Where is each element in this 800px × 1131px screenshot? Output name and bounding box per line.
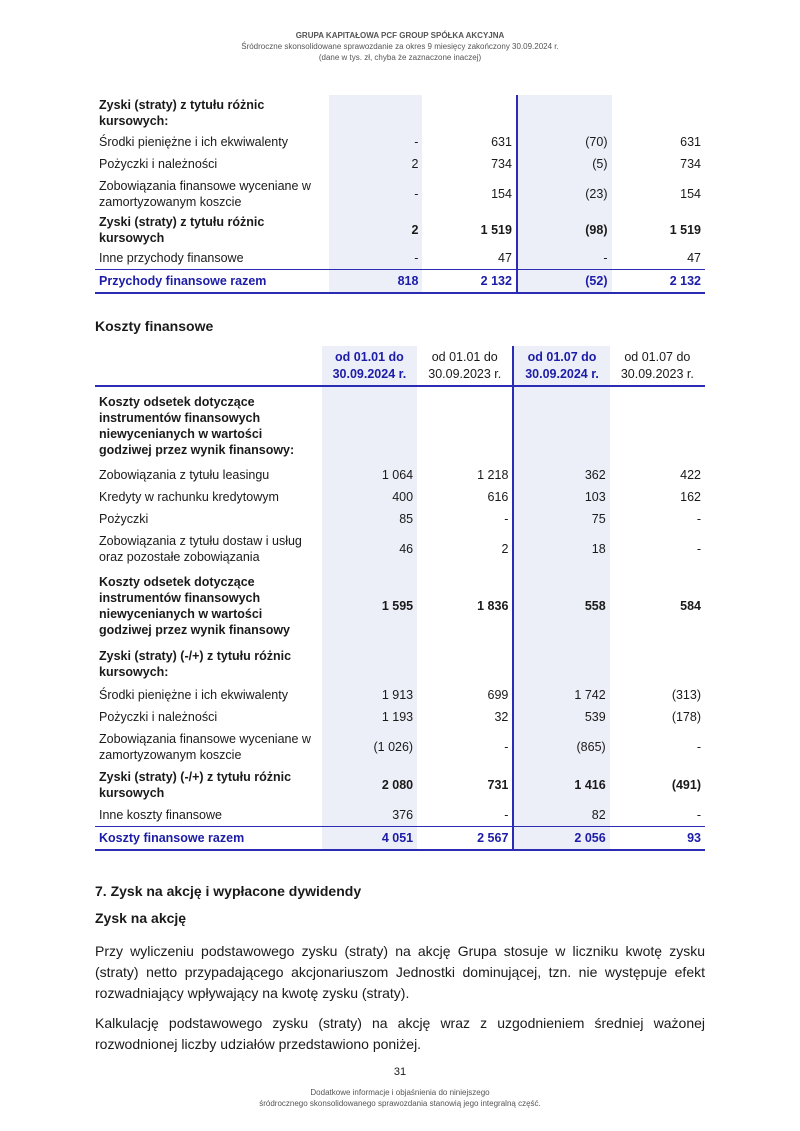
total-value: 93 bbox=[610, 826, 705, 850]
cell-value: - bbox=[504, 807, 509, 822]
header-empty-cell bbox=[95, 346, 322, 386]
paragraph-eps-calculation: Kalkulację podstawowego zysku (straty) na akcję wraz z uzgodnieniem średniej ważonej rozwodnionej liczby udziałów przedstawiono poniżej. bbox=[95, 1015, 705, 1052]
table-row bbox=[95, 153, 705, 175]
total-row bbox=[95, 269, 705, 293]
cell-value: 1 519 bbox=[480, 223, 512, 237]
cell-value: 362 bbox=[513, 464, 609, 486]
table-row bbox=[95, 95, 705, 131]
row-label: Środki pieniężne i ich ekwiwalenty bbox=[99, 135, 288, 149]
footer-line: śródrocznego skonsolidowanego sprawozdania stanowią jego integralną część. bbox=[259, 1099, 541, 1108]
cell-value: - bbox=[504, 740, 509, 754]
page-footer bbox=[0, 1087, 800, 1109]
cell-value bbox=[513, 644, 609, 684]
cell-value: (865) bbox=[513, 728, 609, 766]
cell-value bbox=[610, 644, 705, 684]
cell-value: (1 026) bbox=[322, 728, 417, 766]
table-row bbox=[95, 804, 705, 826]
row-label: Zyski (straty) z tytułu różnic kursowych: bbox=[99, 98, 265, 128]
cell-value: (5) bbox=[517, 153, 612, 175]
paragraph-eps-method: Przy wyliczeniu podstawowego zysku (straty) na akcję Grupa stosuje w liczniku kwotę zysku (straty) netto przypadającego akcjonariuszom Jednostki dominującej, tzn. nie występuje efekt rozwadniający wpływający na kwotę zysku (straty). bbox=[95, 943, 705, 1001]
table-row bbox=[95, 247, 705, 269]
cell-value: - bbox=[329, 247, 422, 269]
row-label: Zyski (straty) (-/+) z tytułu różnic kursowych: bbox=[99, 649, 292, 679]
cell-value: 1 742 bbox=[513, 684, 609, 706]
table-row bbox=[95, 644, 705, 684]
total-value: (52) bbox=[517, 269, 612, 293]
cell-value: 1 218 bbox=[477, 468, 509, 482]
header-company: GRUPA KAPITAŁOWA PCF GROUP SPÓŁKA AKCYJNA bbox=[295, 31, 505, 40]
cell-value: 731 bbox=[487, 778, 509, 792]
cell-value bbox=[610, 386, 705, 464]
cell-value: 1 519 bbox=[669, 223, 701, 237]
cell-value bbox=[322, 386, 417, 464]
subsection-title-eps: Zysk na akcję bbox=[95, 910, 187, 926]
row-label: Zobowiązania z tytułu dostaw i usług oraz pozostałe zobowiązania bbox=[99, 534, 302, 564]
cell-value: 2 080 bbox=[322, 766, 417, 804]
table-row bbox=[95, 131, 705, 153]
cell-value: 376 bbox=[322, 804, 417, 826]
cell-value bbox=[322, 644, 417, 684]
cell-value: - bbox=[504, 512, 509, 526]
cell-value: (313) bbox=[671, 688, 701, 702]
cell-value: 75 bbox=[513, 508, 609, 530]
cell-value: (70) bbox=[517, 131, 612, 153]
table-row bbox=[95, 464, 705, 486]
cell-value: 1 193 bbox=[322, 706, 417, 728]
table-header-row bbox=[95, 346, 705, 386]
cell-value bbox=[417, 644, 513, 684]
row-label: Zyski (straty) z tytułu różnic kursowych bbox=[99, 215, 265, 245]
page-number: 31 bbox=[393, 1066, 407, 1078]
total-value: 818 bbox=[329, 269, 422, 293]
table-row bbox=[95, 728, 705, 766]
table-row bbox=[95, 706, 705, 728]
cell-value bbox=[517, 95, 612, 131]
row-label: Zobowiązania finansowe wyceniane w zamortyzowanym koszcie bbox=[99, 732, 311, 762]
row-label: Inne przychody finansowe bbox=[99, 250, 244, 265]
footer-line: Dodatkowe informacje i objaśnienia do niniejszego bbox=[310, 1088, 490, 1097]
row-label: Inne koszty finansowe bbox=[99, 807, 222, 822]
cell-value: 1 595 bbox=[322, 568, 417, 644]
cell-value: 103 bbox=[513, 486, 609, 508]
row-label: Zobowiązania finansowe wyceniane w zamortyzowanym koszcie bbox=[99, 179, 311, 209]
cell-value: 616 bbox=[487, 490, 509, 504]
cell-value: 46 bbox=[322, 530, 417, 568]
finance-costs-table bbox=[95, 346, 705, 851]
cell-value: 631 bbox=[680, 135, 701, 149]
total-value: 2 132 bbox=[422, 269, 516, 293]
cell-value: 1 913 bbox=[322, 684, 417, 706]
cell-value: - bbox=[696, 740, 701, 754]
total-value: 2 132 bbox=[612, 269, 706, 293]
cell-value: 154 bbox=[491, 187, 512, 201]
cell-value: 85 bbox=[322, 508, 417, 530]
cell-value: 32 bbox=[494, 710, 509, 724]
cell-value: - bbox=[329, 131, 422, 153]
total-value: 4 051 bbox=[322, 826, 417, 850]
cell-value: 734 bbox=[680, 157, 701, 171]
row-label: Koszty odsetek dotyczące instrumentów finansowych niewycenianych w wartości godziwej przez wynik finansowy bbox=[99, 575, 291, 637]
cell-value: 584 bbox=[680, 599, 701, 613]
row-label: Zobowiązania z tytułu leasingu bbox=[99, 468, 270, 482]
row-label: Pożyczki bbox=[99, 512, 149, 526]
cell-value: 162 bbox=[680, 490, 701, 504]
cell-value bbox=[513, 386, 609, 464]
cell-value: (178) bbox=[671, 710, 701, 724]
cell-value: - bbox=[517, 247, 612, 269]
cell-value bbox=[612, 95, 706, 131]
cell-value: 18 bbox=[513, 530, 609, 568]
cell-value: 47 bbox=[498, 250, 512, 265]
cell-value: 422 bbox=[680, 468, 701, 482]
row-label: Pożyczki i należności bbox=[99, 710, 218, 724]
page-header bbox=[0, 30, 800, 63]
finance-income-table bbox=[95, 95, 705, 294]
total-row bbox=[95, 826, 705, 850]
table-row bbox=[95, 530, 705, 568]
total-label: Koszty finansowe razem bbox=[95, 826, 322, 850]
cell-value: - bbox=[696, 512, 701, 526]
table-row bbox=[95, 684, 705, 706]
column-header: od 01.01 do 30.09.2024 r. bbox=[322, 346, 417, 386]
cell-value: 539 bbox=[513, 706, 609, 728]
total-value: 2 567 bbox=[417, 826, 513, 850]
row-label: Kredyty w rachunku kredytowym bbox=[99, 490, 279, 504]
cell-value: 2 bbox=[329, 153, 422, 175]
header-units-note: (dane w tys. zł, chyba że zaznaczone inaczej) bbox=[318, 53, 482, 62]
total-label: Przychody finansowe razem bbox=[95, 269, 329, 293]
cell-value: 631 bbox=[491, 135, 512, 149]
table-row bbox=[95, 568, 705, 644]
cell-value: 154 bbox=[680, 187, 701, 201]
cell-value: 734 bbox=[491, 157, 512, 171]
cell-value: - bbox=[696, 807, 701, 822]
cell-value: 400 bbox=[322, 486, 417, 508]
column-header: od 01.01 do 30.09.2023 r. bbox=[417, 346, 513, 386]
cell-value: 82 bbox=[513, 804, 609, 826]
row-label: Pożyczki i należności bbox=[99, 157, 218, 171]
total-value: 2 056 bbox=[513, 826, 609, 850]
header-report-title: Śródroczne skonsolidowane sprawozdanie za okres 9 miesięcy zakończony 30.09.2024 r. bbox=[241, 42, 559, 51]
cell-value: 1 836 bbox=[477, 599, 509, 613]
table-row bbox=[95, 508, 705, 530]
cell-value: 2 bbox=[501, 542, 509, 556]
cell-value bbox=[422, 95, 516, 131]
table-row bbox=[95, 766, 705, 804]
row-label: Środki pieniężne i ich ekwiwalenty bbox=[99, 688, 288, 702]
column-header: od 01.07 do 30.09.2023 r. bbox=[610, 346, 705, 386]
cell-value: - bbox=[696, 542, 701, 556]
cell-value: (23) bbox=[517, 175, 612, 213]
cell-value: 558 bbox=[513, 568, 609, 644]
cell-value bbox=[329, 95, 422, 131]
cell-value: (491) bbox=[671, 778, 701, 792]
table-row bbox=[95, 386, 705, 464]
cell-value bbox=[417, 386, 513, 464]
table-row bbox=[95, 486, 705, 508]
cell-value: 1 416 bbox=[513, 766, 609, 804]
cell-value: (98) bbox=[517, 213, 612, 247]
table-row bbox=[95, 213, 705, 247]
cell-value: 1 064 bbox=[322, 464, 417, 486]
cell-value: 47 bbox=[687, 250, 701, 265]
cell-value: 699 bbox=[487, 688, 509, 702]
cell-value: 2 bbox=[329, 213, 422, 247]
row-label: Zyski (straty) (-/+) z tytułu różnic kursowych bbox=[99, 770, 292, 800]
section-title-eps-dividends: 7. Zysk na akcję i wypłacone dywidendy bbox=[95, 883, 362, 899]
row-label: Koszty odsetek dotyczące instrumentów finansowych niewycenianych w wartości godziwej przez wynik finansowy: bbox=[99, 394, 295, 457]
cell-value: - bbox=[329, 175, 422, 213]
table-row bbox=[95, 175, 705, 213]
section-title-finance-costs: Koszty finansowe bbox=[95, 318, 214, 334]
column-header: od 01.07 do 30.09.2024 r. bbox=[513, 346, 609, 386]
